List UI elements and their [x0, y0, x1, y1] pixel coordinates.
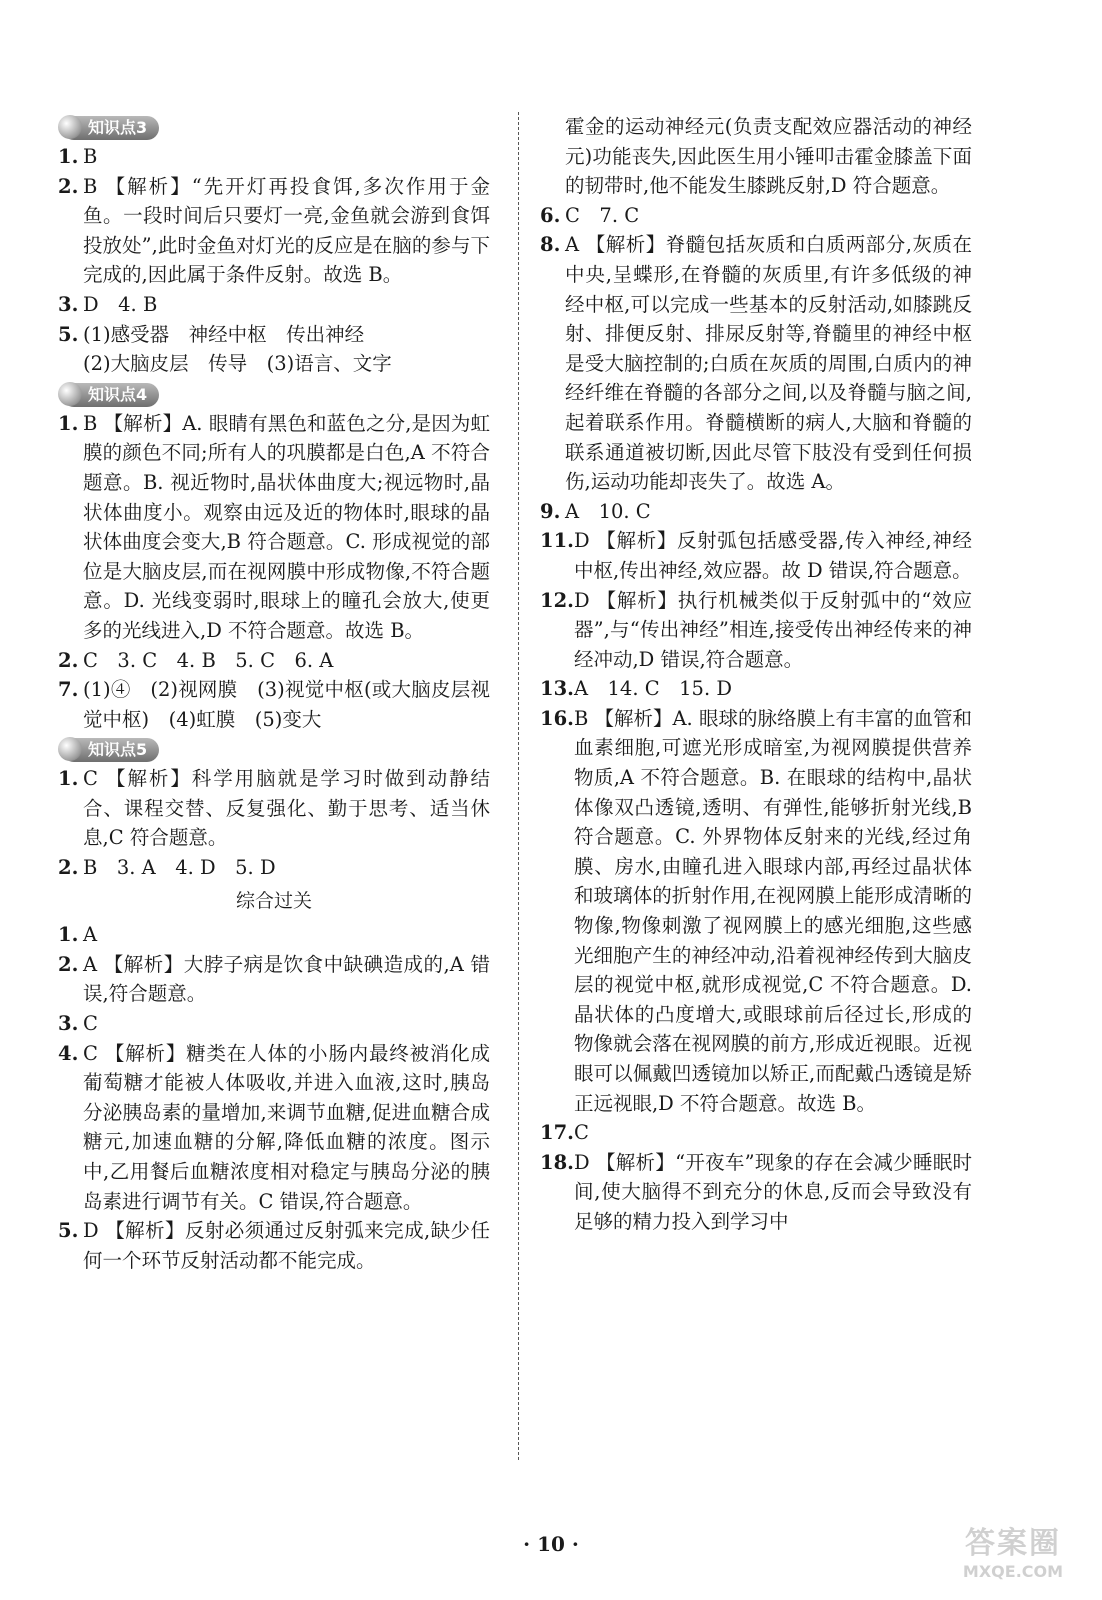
item-number: 8.	[540, 233, 561, 257]
answer-item	[540, 1118, 972, 1148]
watermark-text: 答案圈	[965, 1526, 1061, 1561]
item-text: B	[83, 145, 98, 168]
item-continuation: 霍金的运动神经元(负责支配效应器活动的神经元)功能丧失,因此医生用小锤叩击霍金膝盖下面的韧带时,他不能发生膝跳反射,D 符合题意。	[565, 115, 972, 198]
item-number: 17.	[540, 1121, 574, 1145]
left-column	[58, 112, 490, 1275]
item-text: B 【解析】“先开灯再投食饵,多次作用于金鱼。一段时间后只要灯一亮,金鱼就会游到食饵投放处”,此时金鱼对灯光的反应是在脑的参与下完成的,因此属于条件反射。故选 B。	[83, 174, 490, 287]
item-text: C	[83, 1012, 98, 1036]
item-number: 5.	[58, 1219, 79, 1243]
item-number: 6.	[540, 203, 561, 227]
badge-label: 知识点5	[88, 740, 148, 760]
answer-item	[58, 646, 490, 676]
item-number: 2.	[58, 648, 79, 672]
item-number: 7.	[58, 678, 79, 702]
answer-item	[540, 1148, 972, 1237]
item-number: 13.	[540, 677, 574, 701]
item-number: 12.	[540, 588, 574, 612]
answer-item	[540, 586, 972, 675]
answer-item	[58, 675, 490, 734]
item-text: D 【解析】“开夜车”现象的存在会减少睡眠时间,使大脑得不到充分的休息,反而会导致没有足够的精力投入到学习中	[573, 1150, 972, 1233]
item-text: (1)感受器 神经中枢 传出神经	[83, 322, 365, 346]
item-number: 1.	[58, 145, 79, 168]
item-number: 11.	[540, 529, 574, 553]
item-number: 5.	[58, 322, 79, 346]
item-text: C 3. C 4. B 5. C 6. A	[83, 648, 334, 672]
badge-label: 知识点3	[88, 118, 148, 137]
section-badge-kp4	[62, 383, 159, 407]
badge-orb-icon	[58, 382, 82, 406]
item-text: D 【解析】执行机械类似于反射弧中的“效应器”,与“传出神经”相连,接受传出神经传来的神经冲动,D 错误,符合题意。	[573, 588, 972, 671]
item-number: 9.	[540, 499, 561, 523]
item-number: 3.	[58, 1012, 79, 1036]
watermark-url: MXQE.COM	[962, 1562, 1064, 1581]
item-text: A	[83, 923, 98, 947]
answer-item	[58, 142, 490, 172]
answer-item	[58, 920, 490, 950]
item-number: 1.	[58, 923, 79, 947]
badge-label: 知识点4	[88, 384, 148, 404]
column-divider	[518, 112, 519, 1460]
answer-item	[58, 320, 490, 350]
item-text: C 【解析】糖类在人体的小肠内最终被消化成葡萄糖才能被人体吸收,并进入血液,这时,胰岛分泌胰岛素的量增加,来调节血糖,促进血糖合成糖元,加速血糖的分解,降低血糖的浓度。图示中,乙用餐后血糖浓度相对稳定与胰岛分泌的胰岛素进行调节有关。C 错误,符合题意。	[83, 1041, 490, 1213]
answer-item	[540, 526, 972, 585]
item-number: 2.	[58, 856, 79, 880]
item-number: 18.	[540, 1150, 574, 1174]
item-number: 2.	[58, 952, 79, 976]
item-number: 3.	[58, 292, 79, 316]
item-continuation: (2)大脑皮层 传导 (3)语言、文字	[83, 352, 392, 376]
page-number: · 10 ·	[523, 1532, 579, 1556]
answer-item	[58, 853, 490, 883]
answer-item	[540, 497, 972, 527]
answer-item	[58, 950, 490, 1009]
item-number: 4.	[58, 1041, 79, 1065]
section-badge-kp5	[62, 738, 159, 762]
item-text: B 【解析】A. 眼睛有黑色和蓝色之分,是因为虹膜的颜色不同;所有人的巩膜都是白色,A 不符合题意。B. 视近物时,晶状体曲度大;视远物时,晶状体曲度小。观察由远及近的物体时,眼球的晶状体曲度会变大,B 符合题意。C. 形成视觉的部位是大脑皮层,而在视网膜中形成物像,不符合题意。D. 光线变弱时,眼球上的瞳孔会放大,使更多的光线进入,D 不符合题意。故选 B。	[83, 411, 490, 642]
item-text: C 【解析】科学用脑就是学习时做到动静结合、课程交替、反复强化、勤于思考、适当休息,C 符合题意。	[83, 767, 490, 850]
item-text: A 14. C 15. D	[573, 677, 732, 701]
right-column	[540, 112, 972, 1237]
item-number: 2.	[58, 174, 79, 198]
answer-item	[58, 764, 490, 853]
item-text: D 【解析】反射弧包括感受器,传入神经,神经中枢,传出神经,效应器。故 D 错误,符合题意。	[573, 529, 972, 582]
answer-item	[540, 201, 972, 231]
badge-orb-icon	[58, 115, 82, 139]
answer-item	[58, 290, 490, 320]
answer-item	[58, 1216, 490, 1275]
item-text: D 4. B	[83, 292, 158, 316]
item-number: 1.	[58, 767, 79, 791]
item-text: A 【解析】大脖子病是饮食中缺碘造成的,A 错误,符合题意。	[83, 952, 490, 1006]
item-text: A 10. C	[565, 499, 651, 523]
answer-item	[58, 172, 490, 290]
item-text: C	[573, 1121, 589, 1145]
watermark-logo	[938, 1518, 1088, 1581]
answer-item	[58, 1009, 490, 1039]
item-text: A 【解析】脊髓包括灰质和白质两部分,灰质在中央,呈蝶形,在脊髓的灰质里,有许多低级的神经中枢,可以完成一些基本的反射活动,如膝跳反射、排便反射、排尿反射等,脊髓里的神经中枢是受大脑控制的;白质在灰质的周围,白质内的神经纤维在脊髓的各部分之间,以及脊髓与脑之间,起着联系作用。脊髓横断的病人,大脑和脊髓的联系通道被切断,因此尽管下肢没有受到任何损伤,运动功能却丧失了。故选 A。	[565, 233, 972, 494]
answer-item	[540, 230, 972, 496]
item-number: 1.	[58, 411, 79, 435]
section-badge-kp3	[62, 116, 159, 140]
answer-item	[58, 1039, 490, 1217]
item-text: (1)④ (2)视网膜 (3)视觉中枢(或大脑皮层视觉中枢) (4)虹膜 (5)变大	[83, 678, 490, 731]
badge-orb-icon	[58, 737, 82, 761]
item-text: B 【解析】A. 眼球的脉络膜上有丰富的血管和血素细胞,可遮光形成暗室,为视网膜提供营养物质,A 不符合题意。B. 在眼球的结构中,晶状体像双凸透镜,透明、有弹性,能够折射光线,B 符合题意。C. 外界物体反射来的光线,经过角膜、房水,由瞳孔进入眼球内部,再经过晶状体和玻璃体的折射作用,在视网膜上能形成清晰的物像,物像刺激了视网膜上的感光细胞,这些感光细胞产生的神经冲动,沿着视神经传到大脑皮层的视觉中枢,就形成视觉,C 不符合题意。D. 晶状体的凸度增大,或眼球前后径过长,形成的物像就会落在视网膜的前方,形成近视眼。近视眼可以佩戴凹透镜加以矫正,而配戴凸透镜是矫正远视眼,D 不符合题意。故选 B。	[573, 706, 972, 1115]
item-text: C 7. C	[565, 203, 640, 227]
section-title: 综合过关	[235, 889, 312, 912]
answer-item	[58, 409, 490, 646]
item-text: D 【解析】反射必须通过反射弧来完成,缺少任何一个环节反射活动都不能完成。	[83, 1219, 490, 1272]
answer-item	[540, 704, 972, 1118]
item-number: 16.	[540, 706, 574, 730]
item-text: B 3. A 4. D 5. D	[83, 856, 276, 880]
answer-item	[540, 674, 972, 704]
